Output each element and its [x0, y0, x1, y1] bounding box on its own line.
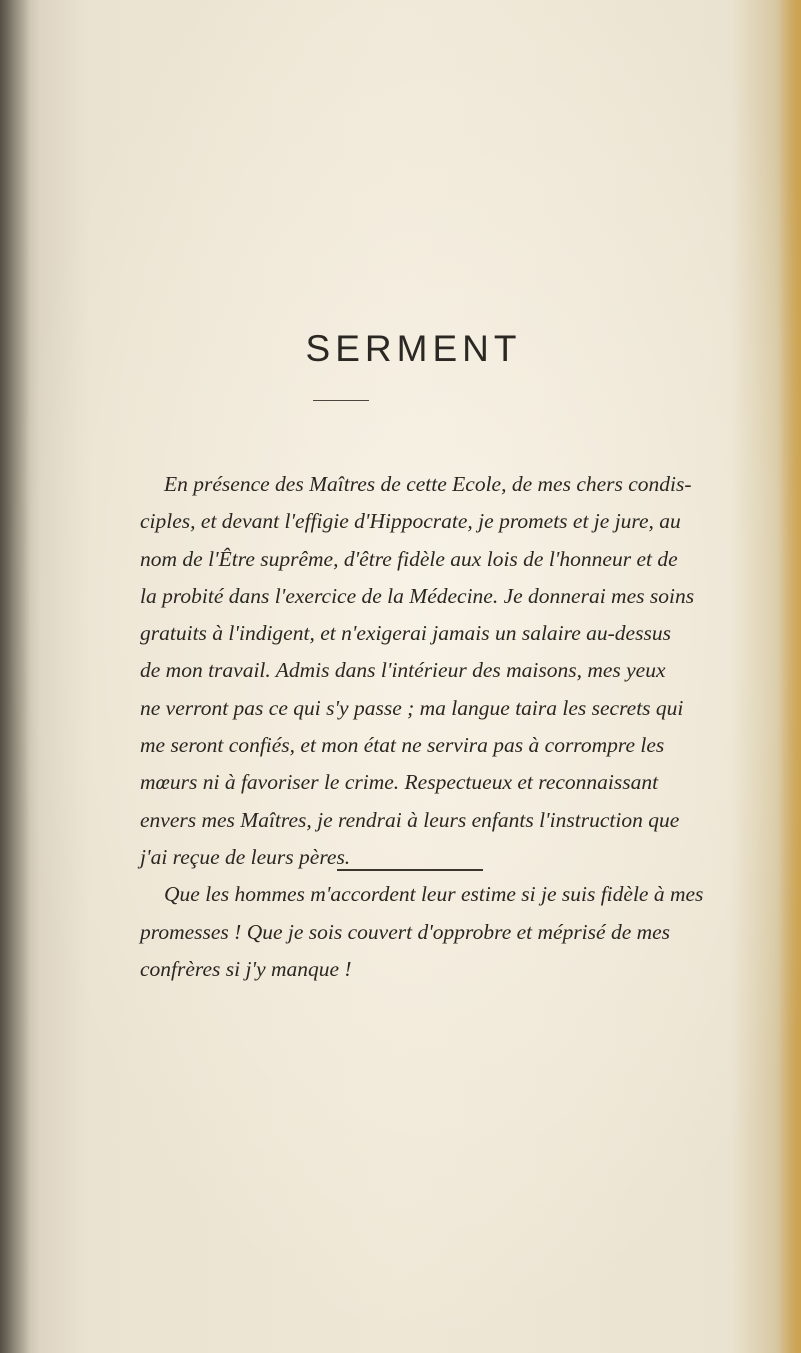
oath-line: mœurs ni à favoriser le crime. Respectueux et reconnaissant — [140, 770, 659, 795]
oath-line: Que les hommes m'accordent leur estime si je suis fidèle à mes — [164, 882, 704, 907]
oath-line: ne verront pas ce qui s'y passe ; ma langue taira les secrets qui — [140, 695, 684, 720]
oath-line: En présence des Maîtres de cette Ecole, de mes chers condis- — [164, 472, 692, 496]
oath-line: nom de l'Être suprême, d'être fidèle aux lois de l'honneur et de — [140, 546, 678, 571]
bleed-through-text — [230, 120, 650, 320]
page-title: SERMENT — [305, 328, 522, 369]
title-divider — [313, 400, 369, 401]
paper-edge — [779, 0, 801, 1353]
oath-line: promesses ! Que je sois couvert d'opprobre et méprisé de mes — [140, 919, 671, 944]
binding-shadow — [0, 0, 30, 1353]
oath-line: ciples, et devant l'effigie d'Hippocrate, je promets et je jure, au — [140, 509, 681, 534]
closing-divider — [337, 869, 483, 871]
oath-line: j'ai reçue de leurs pères. — [140, 844, 351, 869]
oath-line: me seront confiés, et mon état ne servira pas à corrompre les — [140, 733, 665, 758]
oath-line: envers mes Maîtres, je rendrai à leurs enfants l'instruction que — [140, 807, 680, 832]
oath-line: de mon travail. Admis dans l'intérieur des maisons, mes yeux — [140, 658, 666, 683]
oath-text — [140, 466, 730, 988]
oath-line: gratuits à l'indigent, et n'exigerai jamais un salaire au-dessus — [140, 621, 671, 646]
oath-line: confrères si j'y manque ! — [140, 956, 352, 981]
oath-line: la probité dans l'exercice de la Médecine. Je donnerai mes soins — [140, 583, 695, 608]
